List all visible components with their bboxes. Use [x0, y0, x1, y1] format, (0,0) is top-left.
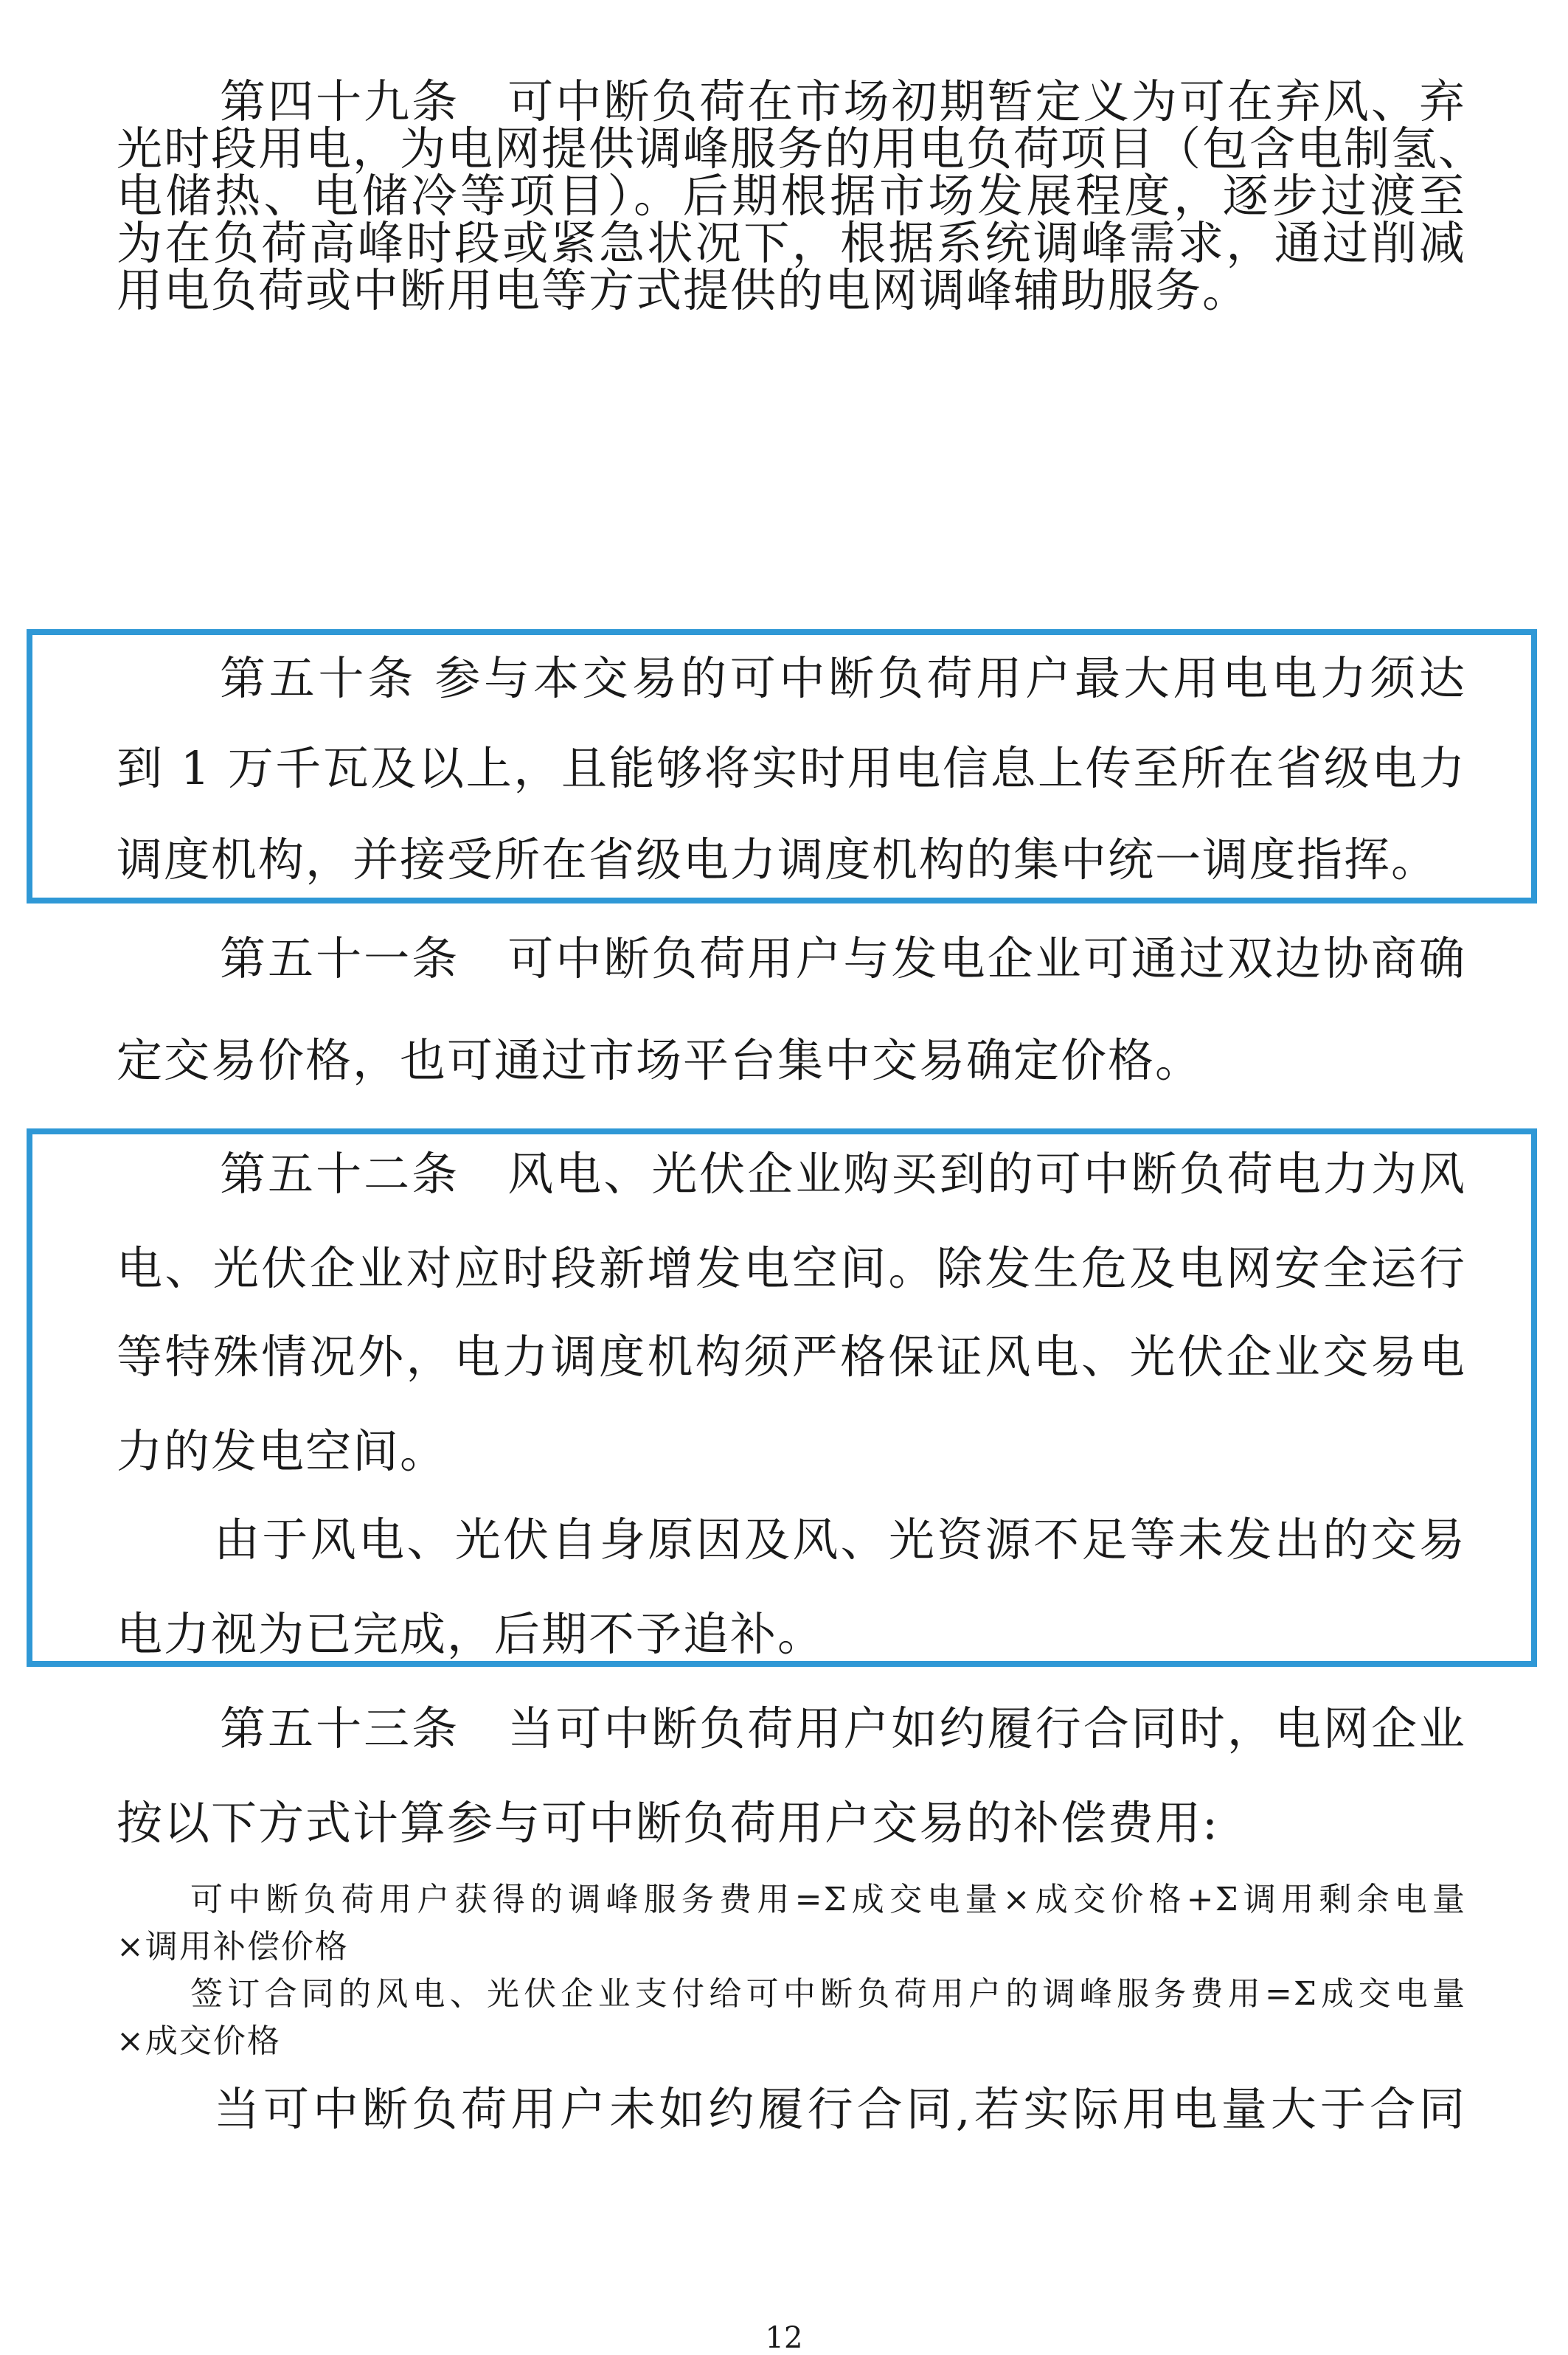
article-51-line-2: 定交易价格，也可通过市场平台集中交易确定价格。 [117, 1033, 1203, 1087]
article-52-line-1: 第五十二条 风电、光伏企业购买到的可中断负荷电力为风 [220, 1147, 1466, 1201]
article-53-line-2: 按以下方式计算参与可中断负荷用户交易的补偿费用: [117, 1796, 1219, 1850]
article-50-line-1: 第五十条 参与本交易的可中断负荷用户最大用电电力须达 [220, 651, 1466, 705]
article-50-line-3: 调度机构，并接受所在省级电力调度机构的集中统一调度指挥。 [117, 833, 1439, 887]
article-52-line-6: 电力视为已完成，后期不予追补。 [117, 1607, 825, 1661]
article-53-line-1: 第五十三条 当可中断负荷用户如约履行合同时，电网企业 [220, 1702, 1466, 1755]
formula-2-line-2: ×成交价格 [117, 2022, 281, 2060]
formula-1-line-2: ×调用补偿价格 [117, 1928, 349, 1966]
article-49-line-1: 第四十九条 可中断负荷在市场初期暂定义为可在弃风、弃 [220, 74, 1466, 128]
article-52-line-5: 由于风电、光伏自身原因及风、光资源不足等未发出的交易 [214, 1513, 1466, 1567]
article-52-line-2: 电、光伏企业对应时段新增发电空间。除发生危及电网安全运行 [117, 1241, 1466, 1295]
article-52-line-3: 等特殊情况外，电力调度机构须严格保证风电、光伏企业交易电 [117, 1330, 1466, 1384]
article-51-line-1: 第五十一条 可中断负荷用户与发电企业可通过双边协商确 [220, 932, 1466, 985]
formula-1-line-1: 可中断负荷用户获得的调峰服务费用=Σ成交电量×成交价格+Σ调用剩余电量 [190, 1881, 1466, 1918]
article-49-line-3: 电储热、电储冷等项目）。后期根据市场发展程度，逐步过渡至 [117, 169, 1466, 223]
article-49-line-2: 光时段用电，为电网提供调峰服务的用电负荷项目（包含电制氢、 [117, 122, 1486, 176]
article-50-line-2: 到 1 万千瓦及以上，且能够将实时用电信息上传至所在省级电力 [117, 741, 1466, 795]
highlight-box-article-52 [27, 1128, 1537, 1667]
article-49-line-4: 为在负荷高峰时段或紧急状况下，根据系统调峰需求，通过削减 [117, 216, 1466, 270]
article-52-line-4: 力的发电空间。 [117, 1424, 448, 1478]
article-53-tail: 当可中断负荷用户未如约履行合同,若实际用电量大于合同 [214, 2082, 1466, 2136]
page-number: 12 [765, 2321, 803, 2355]
article-49-line-5: 用电负荷或中断用电等方式提供的电网调峰辅助服务。 [117, 263, 1250, 317]
formula-2-line-1: 签订合同的风电、光伏企业支付给可中断负荷用户的调峰服务费用=Σ成交电量 [190, 1975, 1466, 2013]
